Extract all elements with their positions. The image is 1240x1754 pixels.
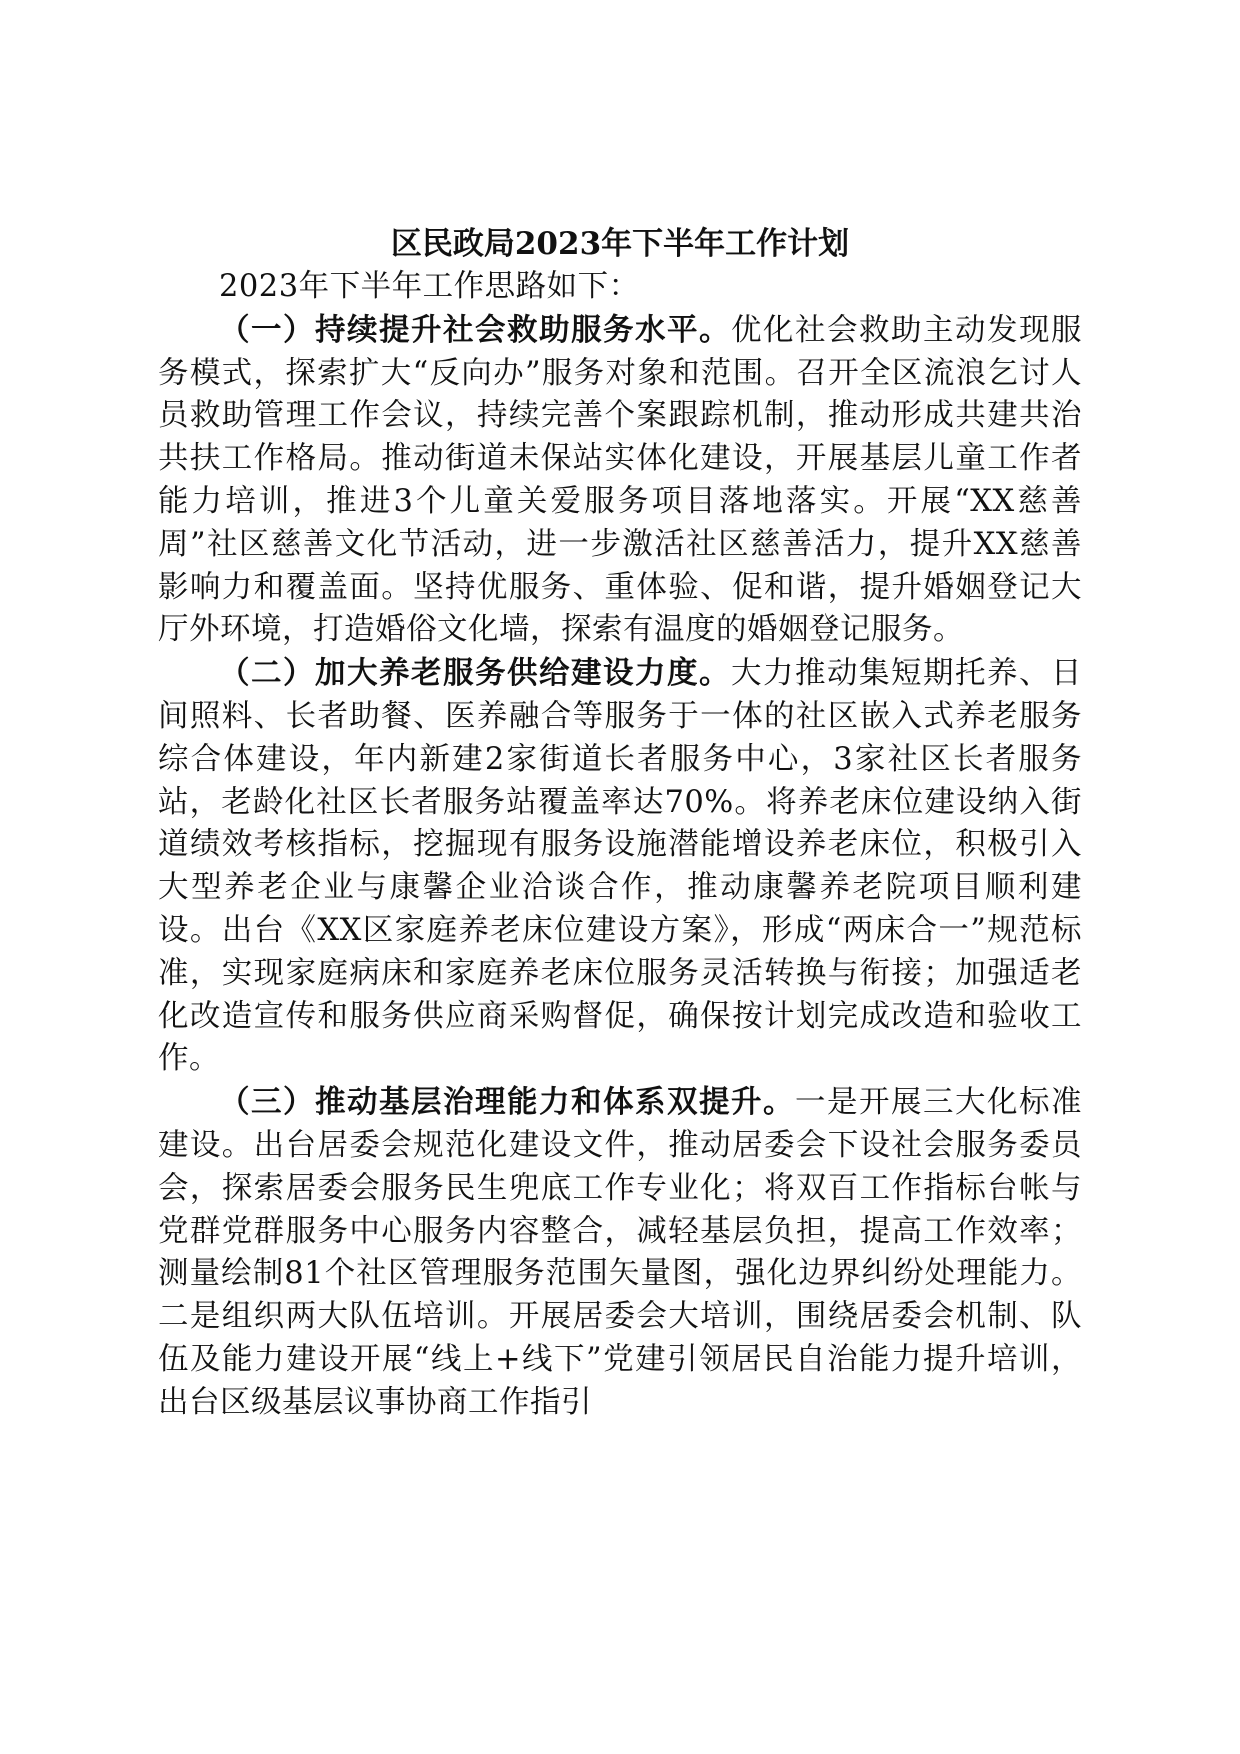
section-paragraph-2 xyxy=(158,652,1082,1081)
section-paragraph-3 xyxy=(158,1081,1082,1424)
section-body-3: 一是开展三大化标准建设。出台居委会规范化建设文件，推动居委会下设社会服务委员会，探索居委会服务民生兜底工作专业化；将双百工作指标台帐与党群党群服务中心服务内容整合，减轻基层负担，提高工作效率；测量绘制81个社区管理服务范围矢量图，强化边界纠纷处理能力。二是组织两大队伍培训。开展居委会大培训，围绕居委会机制、队伍及能力建设开展“线上+线下”党建引领居民自治能力提升培训，出台区级基层议事协商工作指引 xyxy=(158,1085,1082,1420)
section-heading-2: （二）加大养老服务供给建设力度。 xyxy=(219,655,731,692)
intro-paragraph: 2023年下半年工作思路如下： xyxy=(219,269,640,304)
document-page xyxy=(158,223,1082,1425)
section-paragraph-1 xyxy=(158,309,1082,652)
document-title: 区民政局2023年下半年工作计划 xyxy=(390,226,850,262)
section-heading-3: （三）推动基层治理能力和体系双提升。 xyxy=(219,1084,795,1121)
section-body-1: 优化社会救助主动发现服务模式，探索扩大“反向办”服务对象和范围。召开全区流浪乞讨人员救助管理工作会议，持续完善个案跟踪机制，推动形成共建共治共扶工作格局。推动街道未保站实体化建设，开展基层儿童工作者能力培训，推进3个儿童关爱服务项目落地落实。开展“XX慈善周”社区慈善文化节活动，进一步激活社区慈善活力，提升XX慈善影响力和覆盖面。坚持优服务、重体验、促和谐，提升婚姻登记大厅外环境，打造婚俗文化墙，探索有温度的婚姻登记服务。 xyxy=(158,312,1082,648)
section-heading-1: （一）持续提升社会救助服务水平。 xyxy=(219,311,731,348)
section-body-2: 大力推动集短期托养、日间照料、长者助餐、医养融合等服务于一体的社区嵌入式养老服务综合体建设，年内新建2家街道长者服务中心，3家社区长者服务站，老龄化社区长者服务站覆盖率达70%。将养老床位建设纳入街道绩效考核指标，挖掘现有服务设施潜能增设养老床位，积极引入大型养老企业与康馨企业洽谈合作，推动康馨养老院项目顺利建设。出台《XX区家庭养老床位建设方案》，形成“两床合一”规范标准，实现家庭病床和家庭养老床位服务灵活转换与衔接；加强适老化改造宣传和服务供应商采购督促，确保按计划完成改造和验收工作。 xyxy=(158,656,1082,1077)
